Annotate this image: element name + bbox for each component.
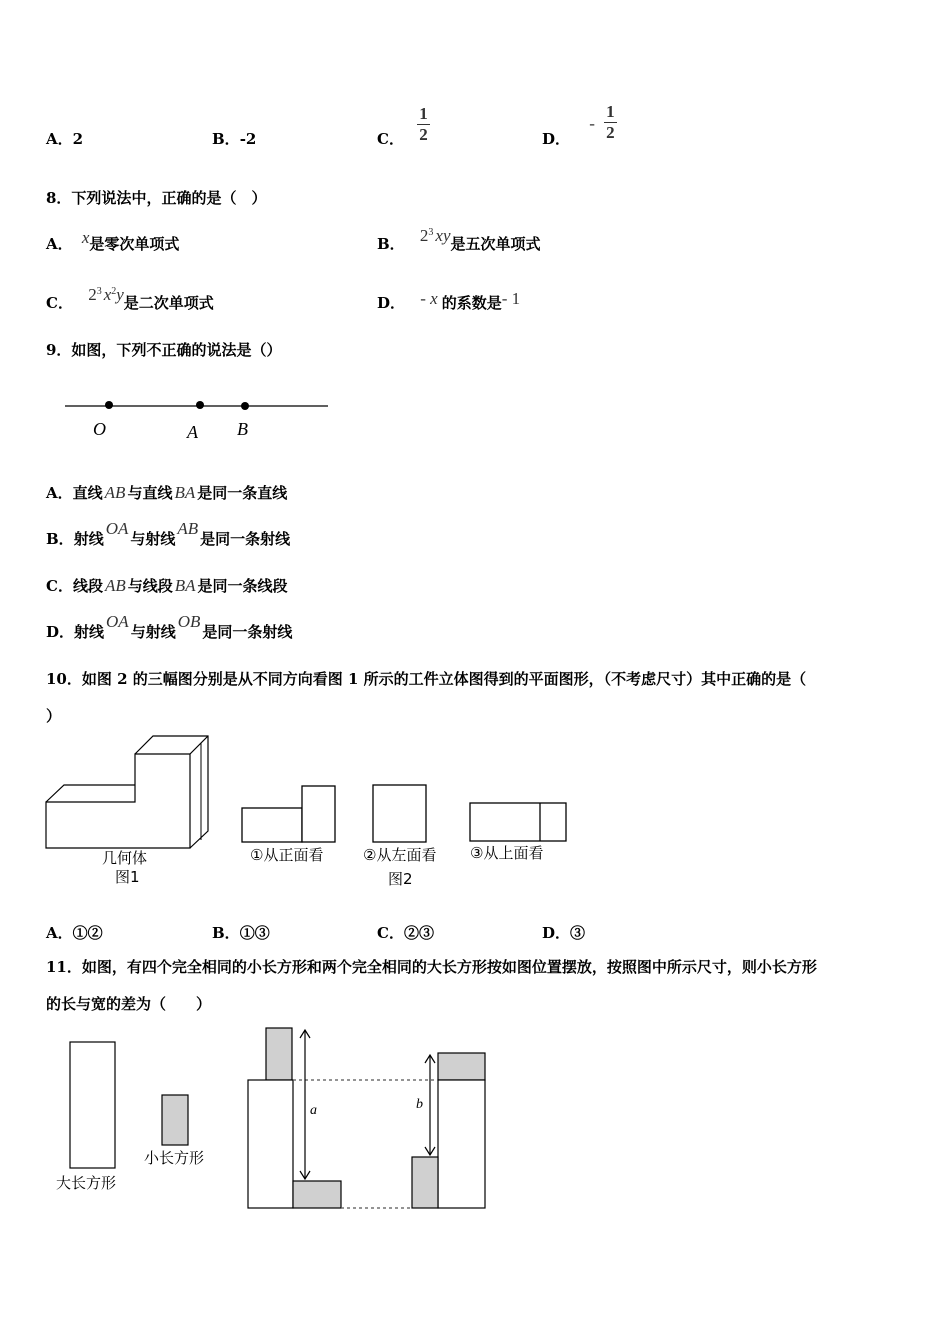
q7-option-b[interactable] — [212, 128, 256, 149]
numerator: 1 — [606, 102, 615, 121]
denominator: 2 — [606, 123, 615, 142]
small-rectangle — [412, 1157, 438, 1208]
option-text: 的系数是 — [441, 294, 502, 312]
option-text: 是零次单项式 — [89, 235, 180, 253]
q9-stem: 9．如图，下列不正确的说法是（） — [46, 341, 282, 359]
small-rectangle — [293, 1181, 341, 1208]
q9-option-b[interactable] — [46, 519, 291, 549]
math-expression: - x — [420, 289, 438, 308]
fraction — [604, 102, 617, 143]
option-text: 是五次单项式 — [450, 235, 541, 253]
math-expression: OA — [105, 519, 129, 538]
math-expression: x — [81, 228, 90, 247]
base: 2 — [88, 285, 97, 304]
option-value: ③ — [570, 924, 586, 942]
fraction — [417, 104, 430, 145]
point-b — [241, 402, 249, 410]
base: 2 — [419, 226, 429, 245]
point-label: A — [187, 422, 198, 442]
option-value: 2 — [72, 130, 84, 148]
front-view — [242, 786, 335, 842]
option-label: D． — [542, 130, 571, 148]
numerator: 1 — [419, 104, 428, 123]
view1-label: ①从正面看 — [250, 846, 324, 864]
math-expression: AB — [177, 519, 199, 538]
option-value: -2 — [239, 130, 257, 148]
q10-stem-line2: ） — [46, 707, 62, 725]
point-o — [105, 401, 113, 409]
q10-figures — [40, 730, 580, 890]
big-rectangle-label: 大长方形 — [56, 1174, 117, 1192]
top-view — [470, 803, 566, 841]
q8-option-b[interactable] — [377, 226, 541, 254]
denominator: 2 — [419, 125, 428, 144]
option-label: D． — [377, 294, 406, 312]
q9-option-c[interactable] — [46, 575, 288, 596]
variable: x — [103, 285, 112, 304]
dimension-b-label: b — [416, 1097, 423, 1112]
figure2-caption: 图2 — [388, 870, 413, 888]
option-text: 是同一条直线 — [197, 484, 288, 502]
option-label: C． — [377, 924, 404, 942]
q8-stem: 8．下列说法中，正确的是（ ） — [46, 189, 267, 207]
option-text: 与线段 — [127, 577, 173, 595]
exponent: 3 — [428, 227, 434, 238]
option-label: A． — [46, 235, 73, 253]
big-rectangle — [248, 1080, 293, 1208]
option-text: 与射线 — [130, 530, 176, 548]
option-text: 与射线 — [130, 623, 176, 641]
number-line-figure — [60, 390, 340, 450]
view2-label: ②从左面看 — [363, 846, 437, 864]
option-text: 射线 — [73, 530, 104, 548]
option-value: ①② — [72, 924, 103, 942]
option-label: D． — [46, 623, 75, 641]
q9-option-d[interactable] — [46, 612, 293, 642]
option-label: B． — [212, 924, 240, 942]
option-value: ①③ — [239, 924, 270, 942]
exponent: 3 — [96, 286, 102, 297]
figure-name: 几何体 — [102, 849, 148, 867]
option-text: 线段 — [72, 577, 103, 595]
math-expression: AB — [104, 576, 126, 595]
view3-label: ③从上面看 — [470, 844, 544, 862]
figure1-caption: 图1 — [115, 868, 140, 886]
q10-option-a[interactable] — [46, 922, 103, 943]
math-expression — [420, 227, 451, 245]
option-text: 是同一条射线 — [202, 623, 293, 641]
q11-figure — [40, 1020, 500, 1220]
q7-option-c[interactable] — [377, 104, 430, 149]
dimension-b — [425, 1055, 435, 1155]
minus-sign: - — [589, 114, 595, 133]
math-expression: AB — [104, 483, 126, 502]
point-a — [196, 401, 204, 409]
small-rectangle — [266, 1028, 292, 1080]
q7-option-a[interactable] — [46, 128, 83, 149]
variable: xy — [435, 226, 451, 245]
option-label: B． — [212, 130, 240, 148]
option-text: 直线 — [72, 484, 103, 502]
option-text: 射线 — [74, 623, 105, 641]
q10-option-c[interactable] — [377, 922, 434, 943]
variable: y — [116, 285, 124, 304]
math-value: - 1 — [501, 289, 521, 308]
q10-option-b[interactable] — [212, 922, 270, 943]
option-value: ②③ — [403, 924, 434, 942]
option-label: A． — [46, 924, 73, 942]
option-label: C． — [377, 130, 404, 148]
option-label: B． — [377, 235, 405, 253]
math-expression: BA — [174, 576, 196, 595]
math-expression: BA — [174, 483, 196, 502]
q7-option-d[interactable] — [542, 102, 617, 149]
big-rectangle — [70, 1042, 115, 1168]
small-rectangle-label: 小长方形 — [144, 1149, 205, 1167]
point-label: O — [93, 419, 106, 439]
option-label: B． — [46, 530, 74, 548]
option-label: C． — [46, 577, 73, 595]
option-text: 是同一条线段 — [197, 577, 288, 595]
q10-option-d[interactable] — [542, 922, 585, 943]
exponent: 2 — [111, 286, 117, 297]
solid-figure — [46, 736, 208, 848]
q8-option-c[interactable] — [46, 285, 214, 313]
dimension-a — [300, 1030, 310, 1179]
option-label: A． — [46, 130, 73, 148]
option-text: 与直线 — [127, 484, 173, 502]
option-label: C． — [46, 294, 73, 312]
q9-option-a[interactable] — [46, 482, 287, 503]
math-expression: OB — [177, 612, 201, 631]
left-view — [373, 785, 426, 842]
math-expression: OA — [106, 612, 129, 631]
q11-stem-line2: 的长与宽的差为（ ） — [46, 995, 212, 1013]
q11-stem-line1: 11．如图，有四个完全相同的小长方形和两个完全相同的大长方形按如图位置摆放，按照图中所示尺寸，则小长方形 — [46, 958, 817, 976]
option-label: A． — [46, 484, 73, 502]
q8-option-a[interactable] — [46, 228, 180, 254]
option-text: 是同一条射线 — [200, 530, 291, 548]
q8-option-d[interactable] — [377, 289, 521, 313]
option-text: 是二次单项式 — [123, 294, 214, 312]
small-rectangle — [162, 1095, 188, 1145]
math-expression — [88, 286, 124, 304]
q10-stem-line1: 10．如图 2 的三幅图分别是从不同方向看图 1 所示的工件立体图得到的平面图形，（不考虑尺寸）其中正确的是（ — [46, 670, 807, 688]
big-rectangle — [438, 1080, 485, 1208]
dimension-a-label: a — [310, 1103, 317, 1118]
option-label: D． — [542, 924, 571, 942]
point-label: B — [237, 419, 248, 439]
small-rectangle — [438, 1053, 485, 1080]
